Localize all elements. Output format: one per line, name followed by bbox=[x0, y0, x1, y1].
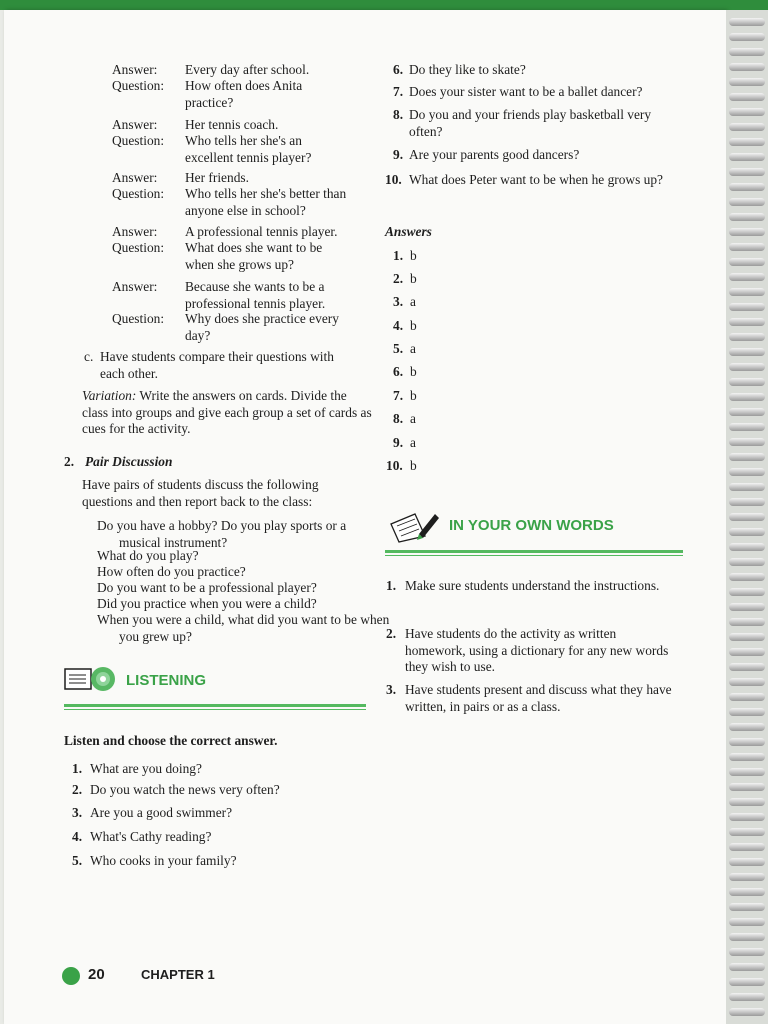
spiral-coil bbox=[729, 648, 765, 656]
answer-value: a bbox=[410, 435, 416, 450]
spiral-coil bbox=[729, 573, 765, 581]
answer-value: b bbox=[410, 364, 417, 379]
spiral-coil bbox=[729, 633, 765, 641]
question-label: Question: bbox=[112, 78, 165, 93]
spiral-coil bbox=[729, 123, 765, 131]
spiral-coil bbox=[729, 483, 765, 491]
list-item-number: 1. bbox=[386, 578, 397, 593]
question-text: Who tells her she's better than anyone else in school? bbox=[185, 186, 347, 218]
own-words-rule-thin bbox=[385, 555, 683, 556]
spiral-coil bbox=[729, 33, 765, 41]
spiral-coil bbox=[729, 198, 765, 206]
spiral-coil bbox=[729, 798, 765, 806]
spiral-coil bbox=[729, 543, 765, 551]
answer-number: 6. bbox=[393, 364, 404, 379]
spiral-coil bbox=[729, 963, 765, 971]
list-item-number: 2. bbox=[72, 782, 83, 797]
spiral-coil bbox=[729, 588, 765, 596]
list-item-number: 5. bbox=[72, 853, 83, 868]
question-text: How often does Anita practice? bbox=[185, 78, 303, 110]
question-label: Question: bbox=[112, 186, 165, 201]
list-item: Are your parents good dancers? bbox=[409, 147, 580, 162]
spiral-coil bbox=[729, 408, 765, 416]
listening-rule bbox=[64, 704, 366, 707]
spiral-coil bbox=[729, 903, 765, 911]
spiral-coil bbox=[729, 813, 765, 821]
spiral-coil bbox=[729, 618, 765, 626]
discussion-question: What do you play? bbox=[97, 548, 199, 563]
discussion-question: Do you have a hobby? Do you play sports or a musical instrument? bbox=[97, 518, 347, 550]
spiral-coil bbox=[729, 678, 765, 686]
list-item-number: 3. bbox=[72, 805, 83, 820]
spiral-coil bbox=[729, 63, 765, 71]
page-number: 20 bbox=[88, 966, 105, 983]
answers-heading: Answers bbox=[385, 224, 432, 239]
spiral-coil bbox=[729, 273, 765, 281]
answer-label: Answer: bbox=[112, 62, 158, 77]
spiral-coil bbox=[729, 213, 765, 221]
answer-text: Her friends. bbox=[185, 170, 249, 185]
spiral-coil bbox=[729, 348, 765, 356]
answer-label: Answer: bbox=[112, 170, 158, 185]
answer-text: A professional tennis player. bbox=[185, 224, 338, 239]
list-item: Are you a good swimmer? bbox=[90, 805, 233, 820]
answer-text: Her tennis coach. bbox=[185, 117, 279, 132]
list-item: Who cooks in your family? bbox=[90, 853, 237, 868]
discussion-question: When you were a child, what did you want to be when you grew up? bbox=[97, 612, 390, 644]
spiral-coil bbox=[729, 783, 765, 791]
list-item: Have students do the activity as written homework, using a dictionary for any new words they wish to use. bbox=[405, 626, 669, 674]
discussion-question: Did you practice when you were a child? bbox=[97, 596, 317, 611]
discussion-question: Do you want to be a professional player? bbox=[97, 580, 317, 595]
answer-number: 9. bbox=[393, 435, 404, 450]
top-color-bar bbox=[0, 0, 768, 10]
spiral-coil bbox=[729, 498, 765, 506]
spiral-coil bbox=[729, 1008, 765, 1016]
spiral-coil bbox=[729, 753, 765, 761]
spiral-coil bbox=[729, 918, 765, 926]
item-c-text: Have students compare their questions with each other. bbox=[100, 349, 334, 381]
answer-text: Every day after school. bbox=[185, 62, 310, 77]
spiral-coil bbox=[729, 183, 765, 191]
spiral-coil bbox=[729, 708, 765, 716]
spiral-coil bbox=[729, 693, 765, 701]
answer-value: b bbox=[410, 388, 417, 403]
answer-number: 7. bbox=[393, 388, 404, 403]
spiral-coil bbox=[729, 993, 765, 1001]
list-item: Make sure students understand the instructions. bbox=[405, 578, 660, 593]
answer-value: a bbox=[410, 294, 416, 309]
spiral-coil bbox=[729, 468, 765, 476]
list-item: What's Cathy reading? bbox=[90, 829, 212, 844]
answer-value: b bbox=[410, 318, 417, 333]
spiral-coil bbox=[729, 558, 765, 566]
spiral-coil bbox=[729, 78, 765, 86]
spiral-coil bbox=[729, 258, 765, 266]
list-item-number: 2. bbox=[386, 626, 397, 641]
list-item: Do they like to skate? bbox=[409, 62, 526, 77]
spiral-coil bbox=[729, 948, 765, 956]
answer-label: Answer: bbox=[112, 279, 158, 294]
list-item-number: 8. bbox=[393, 107, 404, 122]
page-number-dot-icon bbox=[62, 967, 80, 985]
answer-value: a bbox=[410, 341, 416, 356]
spiral-coil bbox=[729, 333, 765, 341]
pair-discussion-number: 2. bbox=[64, 454, 75, 469]
list-item: Do you watch the news very often? bbox=[90, 782, 280, 797]
list-item: Do you and your friends play basketball very often? bbox=[409, 107, 652, 139]
question-text: Who tells her she's an excellent tennis player? bbox=[185, 133, 312, 165]
own-words-rule bbox=[385, 550, 683, 553]
answer-number: 3. bbox=[393, 294, 404, 309]
answer-number: 4. bbox=[393, 318, 404, 333]
cd-icon bbox=[64, 666, 118, 694]
list-item-number: 6. bbox=[393, 62, 404, 77]
spiral-coil bbox=[729, 378, 765, 386]
list-item-number: 9. bbox=[393, 147, 404, 162]
answer-value: a bbox=[410, 411, 416, 426]
spiral-coil bbox=[729, 138, 765, 146]
spiral-coil bbox=[729, 513, 765, 521]
variation-text: Write the answers on cards. Divide the class into groups and give each group a set of cards as cues for the activity. bbox=[82, 388, 372, 436]
question-label: Question: bbox=[112, 311, 165, 326]
page-sheet bbox=[4, 10, 726, 1024]
spiral-coil bbox=[729, 933, 765, 941]
list-item-number: 4. bbox=[72, 829, 83, 844]
spiral-coil bbox=[729, 288, 765, 296]
spiral-coil bbox=[729, 18, 765, 26]
spiral-coil bbox=[729, 663, 765, 671]
answer-number: 10. bbox=[386, 458, 403, 473]
spiral-coil bbox=[729, 978, 765, 986]
spiral-coil bbox=[729, 888, 765, 896]
answer-label: Answer: bbox=[112, 224, 158, 239]
list-item: What does Peter want to be when he grows up? bbox=[409, 172, 663, 187]
spiral-coil bbox=[729, 528, 765, 536]
spiral-coil bbox=[729, 738, 765, 746]
spiral-coil bbox=[729, 438, 765, 446]
spiral-coil bbox=[729, 303, 765, 311]
spiral-coil bbox=[729, 168, 765, 176]
question-label: Question: bbox=[112, 133, 165, 148]
answer-label: Answer: bbox=[112, 117, 158, 132]
answer-number: 5. bbox=[393, 341, 404, 356]
spiral-coil bbox=[729, 873, 765, 881]
spiral-coil bbox=[729, 93, 765, 101]
item-c-marker: c. bbox=[84, 349, 94, 364]
spiral-coil bbox=[729, 363, 765, 371]
answer-value: b bbox=[410, 271, 417, 286]
answer-value: b bbox=[410, 248, 417, 263]
variation-label: Variation: bbox=[82, 388, 137, 403]
answer-number: 2. bbox=[393, 271, 404, 286]
list-item: Have students present and discuss what they have written, in pairs or as a class. bbox=[405, 682, 672, 714]
spiral-coil bbox=[729, 108, 765, 116]
list-item-number: 10. bbox=[385, 172, 402, 187]
chapter-label: CHAPTER 1 bbox=[141, 967, 215, 982]
list-item-number: 7. bbox=[393, 84, 404, 99]
spiral-coil bbox=[729, 723, 765, 731]
pencil-writing-icon bbox=[385, 506, 441, 544]
spiral-coil bbox=[729, 453, 765, 461]
spiral-coil bbox=[729, 48, 765, 56]
spiral-coil bbox=[729, 858, 765, 866]
spiral-coil bbox=[729, 828, 765, 836]
spiral-coil bbox=[729, 843, 765, 851]
listening-instruction: Listen and choose the correct answer. bbox=[64, 733, 278, 748]
list-item: What are you doing? bbox=[90, 761, 202, 776]
spiral-coil bbox=[729, 243, 765, 251]
pair-discussion-title: Pair Discussion bbox=[85, 454, 173, 469]
question-text: What does she want to be when she grows up? bbox=[185, 240, 323, 272]
spiral-coil bbox=[729, 768, 765, 776]
question-text: Why does she practice every day? bbox=[185, 311, 339, 343]
spiral-coil bbox=[729, 318, 765, 326]
answer-text: Because she wants to be a professional tennis player. bbox=[185, 279, 326, 311]
listening-rule-thin bbox=[64, 709, 366, 710]
answer-value: b bbox=[410, 458, 417, 473]
pair-discussion-intro: Have pairs of students discuss the following questions and then report back to the class: bbox=[82, 477, 319, 509]
spiral-coil bbox=[729, 423, 765, 431]
list-item: Does your sister want to be a ballet dancer? bbox=[409, 84, 643, 99]
question-label: Question: bbox=[112, 240, 165, 255]
spiral-binding bbox=[726, 10, 768, 1024]
answer-number: 8. bbox=[393, 411, 404, 426]
answer-number: 1. bbox=[393, 248, 404, 263]
list-item-number: 3. bbox=[386, 682, 397, 697]
spiral-coil bbox=[729, 393, 765, 401]
discussion-question: How often do you practice? bbox=[97, 564, 246, 579]
spiral-coil bbox=[729, 228, 765, 236]
listening-heading: LISTENING bbox=[126, 672, 207, 689]
list-item-number: 1. bbox=[72, 761, 83, 776]
variation-block bbox=[82, 388, 372, 438]
spiral-coil bbox=[729, 153, 765, 161]
spiral-coil bbox=[729, 603, 765, 611]
own-words-heading: IN YOUR OWN WORDS bbox=[449, 517, 614, 534]
